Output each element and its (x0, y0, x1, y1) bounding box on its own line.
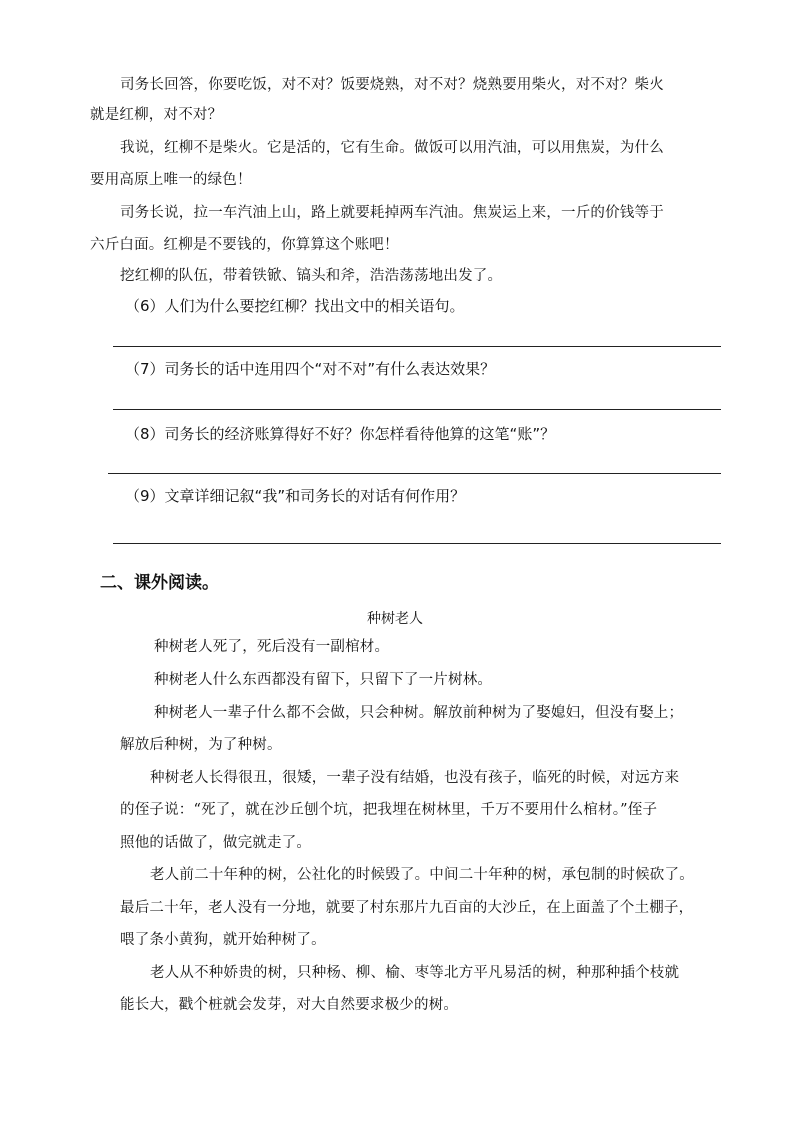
article-line: 老人前二十年种的树，公社化的时候毁了。中间二十年种的树，承包制的时候砍了。 (150, 867, 694, 883)
article-line: 种树老人长得很丑，很矮，一辈子没有结婚，也没有孩子，临死的时候，对远方来 (150, 770, 680, 786)
answer-line[interactable] (113, 543, 721, 544)
article-line: 能长大，戳个桩就会发芽，对大自然要求极少的树。 (120, 997, 459, 1013)
article-line: 种树老人什么东西都没有留下，只留下了一片树林。 (154, 672, 493, 688)
article-line: 解放后种树，为了种树。 (120, 737, 282, 753)
section-heading: 二、课外阅读。 (100, 573, 219, 593)
answer-line[interactable] (113, 409, 721, 410)
passage-line: 要用高原上唯一的绿色！ (90, 172, 252, 188)
passage-line: 挖红柳的队伍，带着铁锨、镐头和斧，浩浩荡荡地出发了。 (120, 268, 503, 284)
question-6: （6）人们为什么要挖红柳？找出文中的相关语句。 (125, 297, 465, 315)
article-line: 种树老人一辈子什么都不会做，只会种树。解放前种树为了娶媳妇，但没有娶上； (154, 705, 684, 721)
article-title: 种树老人 (367, 611, 423, 627)
answer-line[interactable] (108, 473, 721, 474)
passage-line: 就是红柳，对不对？ (90, 107, 223, 123)
article-line: 最后二十年，老人没有一分地，就要了村东那片九百亩的大沙丘，在上面盖了个土棚子， (120, 900, 694, 916)
answer-line[interactable] (113, 346, 721, 347)
article-line: 的侄子说：“死了，就在沙丘刨个坑，把我埋在树林里，千万不要用什么棺材。”侄子 (120, 802, 658, 818)
article-line: 喂了条小黄狗，就开始种树了。 (120, 932, 326, 948)
passage-line: 我说，红柳不是柴火。它是活的，它有生命。做饭可以用汽油，可以用焦炭，为什么 (120, 140, 664, 156)
question-7: （7）司务长的话中连用四个“对不对”有什么表达效果？ (125, 360, 496, 378)
article-line: 照他的话做了，做完就走了。 (120, 835, 312, 851)
question-9: （9）文章详细记叙“我”和司务长的对话有何作用？ (125, 487, 466, 505)
article-line: 种树老人死了，死后没有一副棺材。 (154, 639, 390, 655)
article-line: 老人从不种娇贵的树，只种杨、柳、榆、枣等北方平凡易活的树，种那种插个枝就 (150, 965, 680, 981)
passage-line: 六斤白面。红柳是不要钱的，你算算这个账吧！ (90, 237, 399, 253)
question-8: （8）司务长的经济账算得好不好？你怎样看待他算的这笔“账”？ (125, 425, 556, 443)
passage-line: 司务长说，拉一车汽油上山，路上就要耗掉两车汽油。焦炭运上来，一斤的价钱等于 (120, 205, 664, 221)
passage-line: 司务长回答，你要吃饭，对不对？饭要烧熟，对不对？烧熟要用柴火，对不对？柴火 (120, 77, 664, 93)
